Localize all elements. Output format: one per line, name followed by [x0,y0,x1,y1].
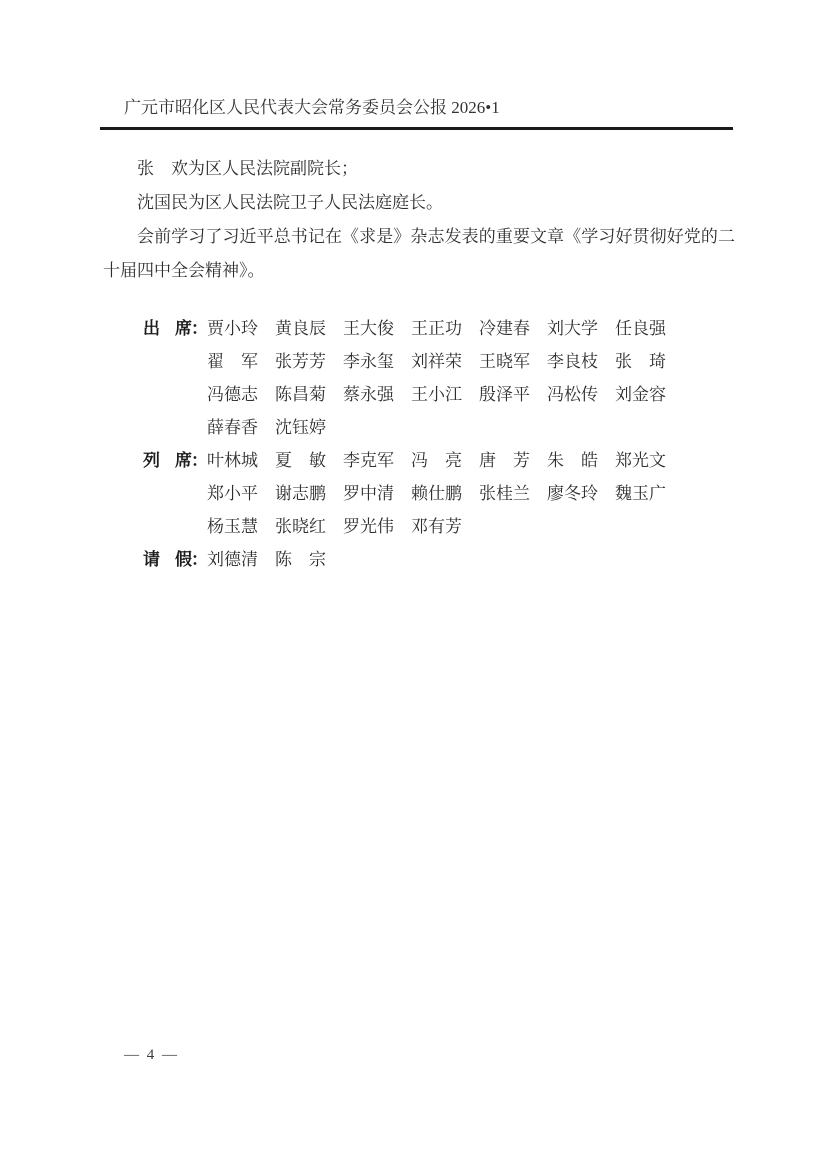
attendee-name: 黄良辰 [275,319,326,338]
attendee-name: 刘金容 [615,385,666,404]
attendee-name: 郑小平 [207,484,258,503]
attendee-name: 邓有芳 [411,517,462,536]
attendee-name: 杨玉慧 [207,517,258,536]
attendee-name: 王大俊 [343,319,394,338]
attendee-name: 张晓红 [275,517,326,536]
attendee-name: 王正功 [411,319,462,338]
attendee-name: 李良枝 [547,352,598,371]
attendee-name: 殷泽平 [479,385,530,404]
attendee-name: 冯松传 [547,385,598,404]
attendee-name: 任良强 [615,319,666,338]
attendee-name: 唐 芳 [479,451,530,470]
attendance-row [143,543,703,576]
attendee-name: 罗光伟 [343,517,394,536]
attendance-row [143,345,703,378]
attendance-label-leave: 请 假： [143,550,207,569]
attendee-name: 李永玺 [343,352,394,371]
gazette-header-title: 广元市昭化区人民代表大会常务委员会公报 2026•1 [124,98,500,117]
attendance-list [143,312,703,576]
attendance-row [143,411,703,444]
attendee-name: 谢志鹏 [275,484,326,503]
attendance-label-present: 出 席： [143,319,207,338]
attendee-name: 冷建春 [479,319,530,338]
header-divider-rule [100,127,733,130]
attendee-name: 夏 敏 [275,451,326,470]
body-paragraphs [103,152,735,288]
attendee-name: 王小江 [411,385,462,404]
attendance-row [143,477,703,510]
attendee-name: 陈 宗 [275,550,326,569]
attendee-name: 刘德清 [207,550,258,569]
attendee-name: 魏玉广 [615,484,666,503]
attendee-name: 刘祥荣 [411,352,462,371]
attendee-name: 罗中清 [343,484,394,503]
paragraph: 会前学习了习近平总书记在《求是》杂志发表的重要文章《学习好贯彻好党的二十届四中全会精神》。 [103,227,735,280]
attendance-label-observers: 列 席： [143,451,207,470]
attendance-row [143,510,703,543]
attendee-name: 廖冬玲 [547,484,598,503]
attendee-name: 蔡永强 [343,385,394,404]
attendance-row [143,444,703,477]
attendee-name: 郑光文 [615,451,666,470]
attendee-name: 沈钰婷 [275,418,326,437]
attendee-name: 赖仕鹏 [411,484,462,503]
attendee-name: 王晓军 [479,352,530,371]
page-number: — 4 — [124,1047,177,1063]
attendee-name: 张 琦 [615,352,666,371]
attendee-name: 李克军 [343,451,394,470]
attendee-name: 翟 军 [207,352,258,371]
attendee-name: 薛春香 [207,418,258,437]
attendance-row [143,312,703,345]
attendance-section-present [143,312,703,444]
paragraph: 沈国民为区人民法院卫子人民法庭庭长。 [137,193,443,212]
attendee-name: 张芳芳 [275,352,326,371]
attendance-row [143,378,703,411]
attendee-name: 叶林城 [207,451,258,470]
attendee-name: 朱 皓 [547,451,598,470]
paragraph: 张 欢为区人民法院副院长； [137,159,358,178]
attendee-name: 贾小玲 [207,319,258,338]
attendee-name: 张桂兰 [479,484,530,503]
attendance-section-leave [143,543,703,576]
attendee-name: 陈昌菊 [275,385,326,404]
attendee-name: 冯德志 [207,385,258,404]
attendee-name: 冯 亮 [411,451,462,470]
attendance-section-observers [143,444,703,543]
attendee-name: 刘大学 [547,319,598,338]
